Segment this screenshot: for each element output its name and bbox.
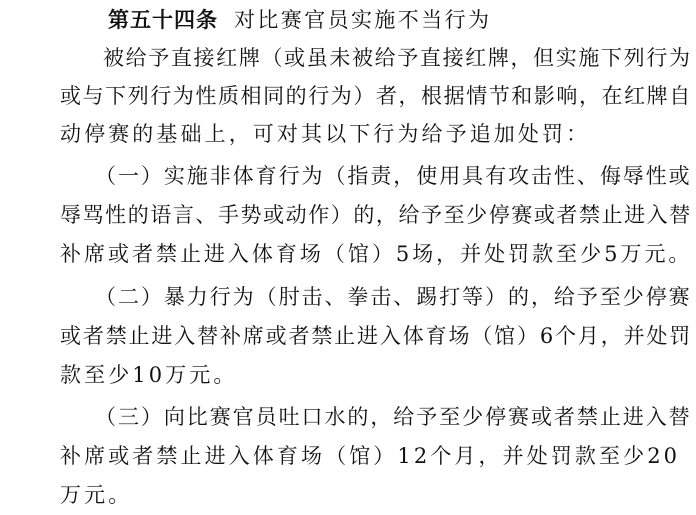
paragraph-line: 万元。 — [60, 483, 133, 507]
paragraph-line: （一）实施非体育行为（指责，使用具有攻击性、侮辱性或 — [95, 164, 692, 188]
paragraph-line: 辱骂性的语言、手势或动作）的，给予至少停赛或者禁止进入替 — [60, 203, 692, 227]
article-heading — [108, 6, 491, 34]
paragraph-line: （三）向比赛官员吐口水的，给予至少停赛或者禁止进入替 — [95, 405, 692, 429]
paragraph-line: 动停赛的基础上，可对其以下行为给予追加处罚： — [60, 122, 591, 146]
article-number: 第五十四条 — [108, 8, 218, 32]
paragraph-line: 被给予直接红牌（或虽未被给予直接红牌，但实施下列行为 — [103, 46, 692, 70]
paragraph-line: 补席或者禁止进入体育场（馆）5场，并处罚款至少5万元。 — [60, 242, 693, 266]
paragraph-line: 或者禁止进入替补席或者禁止进入体育场（馆）6个月，并处罚 — [60, 324, 693, 348]
paragraph-line: 或与下列行为性质相同的行为）者，根据情节和影响，在红牌自 — [60, 84, 692, 108]
paragraph-line: （二）暴力行为（肘击、拳击、踢打等）的，给予至少停赛 — [95, 285, 692, 309]
article-title: 对比赛官员实施不当行为 — [234, 8, 492, 32]
paragraph-line: 补席或者禁止进入体育场（馆）12个月，并处罚款至少20 — [60, 444, 681, 468]
paragraph-line: 款至少10万元。 — [60, 363, 238, 387]
